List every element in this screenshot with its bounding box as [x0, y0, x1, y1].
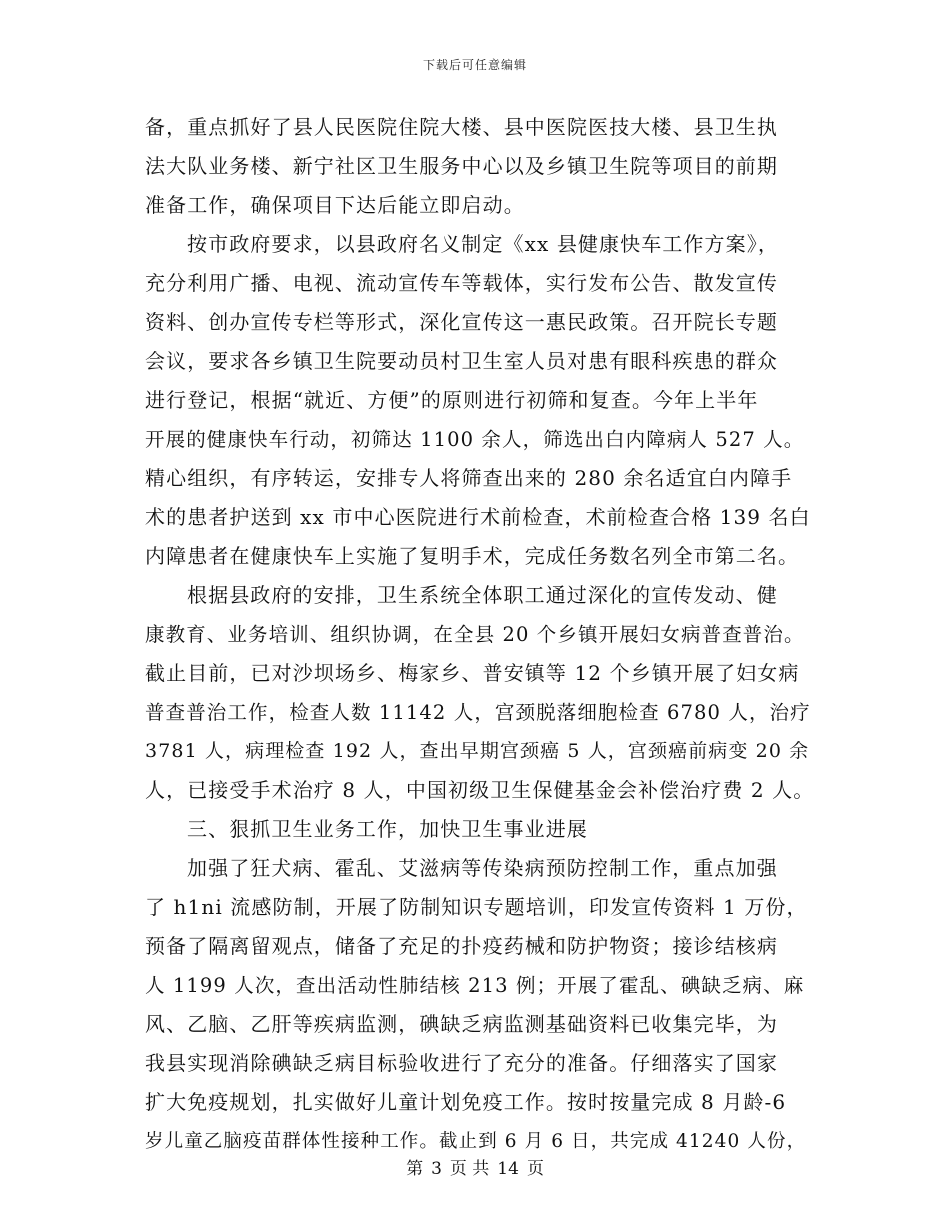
- text-line: 3781 人，病理检查 192 人，查出早期宫颈癌 5 人，宫颈癌前病变 20 余: [145, 740, 810, 762]
- text-line: 术的患者护送到 xx 市中心医院进行术前检查，术前检查合格 139 名白: [145, 505, 811, 529]
- text-line: 准备工作，确保项目下达后能立即启动。: [145, 193, 525, 217]
- text-line: 截止目前，已对沙坝场乡、梅家乡、普安镇等 12 个乡镇开展了妇女病: [145, 661, 800, 685]
- paragraph-start-line: 加强了狂犬病、霍乱、艾滋病等传染病预防控制工作，重点加强: [187, 856, 778, 880]
- document-body: [145, 108, 815, 1161]
- section-heading: 三、狠抓卫生业务工作，加快卫生事业进展: [187, 817, 588, 841]
- text-line: 岁儿童乙脑疫苗群体性接种工作。截止到 6 月 6 日，共完成 41240 人份，: [145, 1131, 807, 1152]
- text-line: 预备了隔离留观点，储备了充足的扑疫药械和防护物资；接诊结核病: [145, 934, 778, 958]
- text-line: 进行登记，根据“就近、方便”的原则进行初筛和复查。今年上半年: [145, 388, 759, 412]
- total-pages: 14: [497, 1159, 519, 1179]
- footer-middle: 页 共: [449, 1159, 490, 1179]
- text-line: 人 1199 人次，查出活动性肺结核 213 例；开展了霍乱、碘缺乏病、麻: [145, 974, 805, 997]
- footer-suffix: 页: [526, 1159, 544, 1179]
- paragraph-start-line: 按市政府要求，以县政府名义制定《xx 县健康快车工作方案》，: [187, 232, 779, 256]
- page-footer: [0, 1154, 950, 1179]
- footer-prefix: 第: [406, 1159, 424, 1179]
- text-line: 精心组织，有序转运，安排专人将筛查出来的 280 余名适宜白内障手: [145, 466, 793, 490]
- text-line: 康教育、业务培训、组织协调，在全县 20 个乡镇开展妇女病普查普治。: [145, 623, 805, 646]
- text-line: 普查普治工作，检查人数 11142 人，宫颈脱落细胞检查 6780 人，治疗: [145, 701, 811, 724]
- text-line: 扩大免疫规划，扎实做好儿童计划免疫工作。按时按量完成 8 月龄-6: [145, 1090, 787, 1114]
- page-header: 下载后可任意编辑: [422, 58, 527, 72]
- text-line: 风、乙脑、乙肝等疾病监测，碘缺乏病监测基础资料已收集完毕，为: [145, 1012, 778, 1036]
- page-number: 3: [431, 1159, 442, 1179]
- text-line: 我县实现消除碘缺乏病目标验收进行了充分的准备。仔细落实了国家: [145, 1051, 778, 1075]
- text-line: 会议，要求各乡镇卫生院要动员村卫生室人员对患有眼科疾患的群众: [145, 349, 778, 373]
- text-line: 备，重点抓好了县人民医院住院大楼、县中医院医技大楼、县卫生执: [145, 115, 778, 139]
- paragraph-start-line: 根据县政府的安排，卫生系统全体职工通过深化的宣传发动、健: [187, 583, 778, 607]
- text-line: 充分利用广播、电视、流动宣传车等载体，实行发布公告、散发宣传: [145, 271, 778, 295]
- text-line: 资料、创办宣传专栏等形式，深化宣传这一惠民政策。召开院长专题: [145, 310, 778, 334]
- text-line: 法大队业务楼、新宁社区卫生服务中心以及乡镇卫生院等项目的前期: [145, 154, 778, 178]
- text-line: 内障患者在健康快车上实施了复明手术，完成任务数名列全市第二名。: [145, 544, 800, 568]
- text-line: 开展的健康快车行动，初筛达 1100 余人，筛选出白内障病人 527 人。: [145, 428, 805, 451]
- text-line: 了 h1ni 流感防制，开展了防制知识专题培训，印发宣传资料 1 万份，: [145, 895, 808, 919]
- text-line: 人，已接受手术治疗 8 人，中国初级卫生保健基金会补偿治疗费 2 人。: [145, 778, 815, 802]
